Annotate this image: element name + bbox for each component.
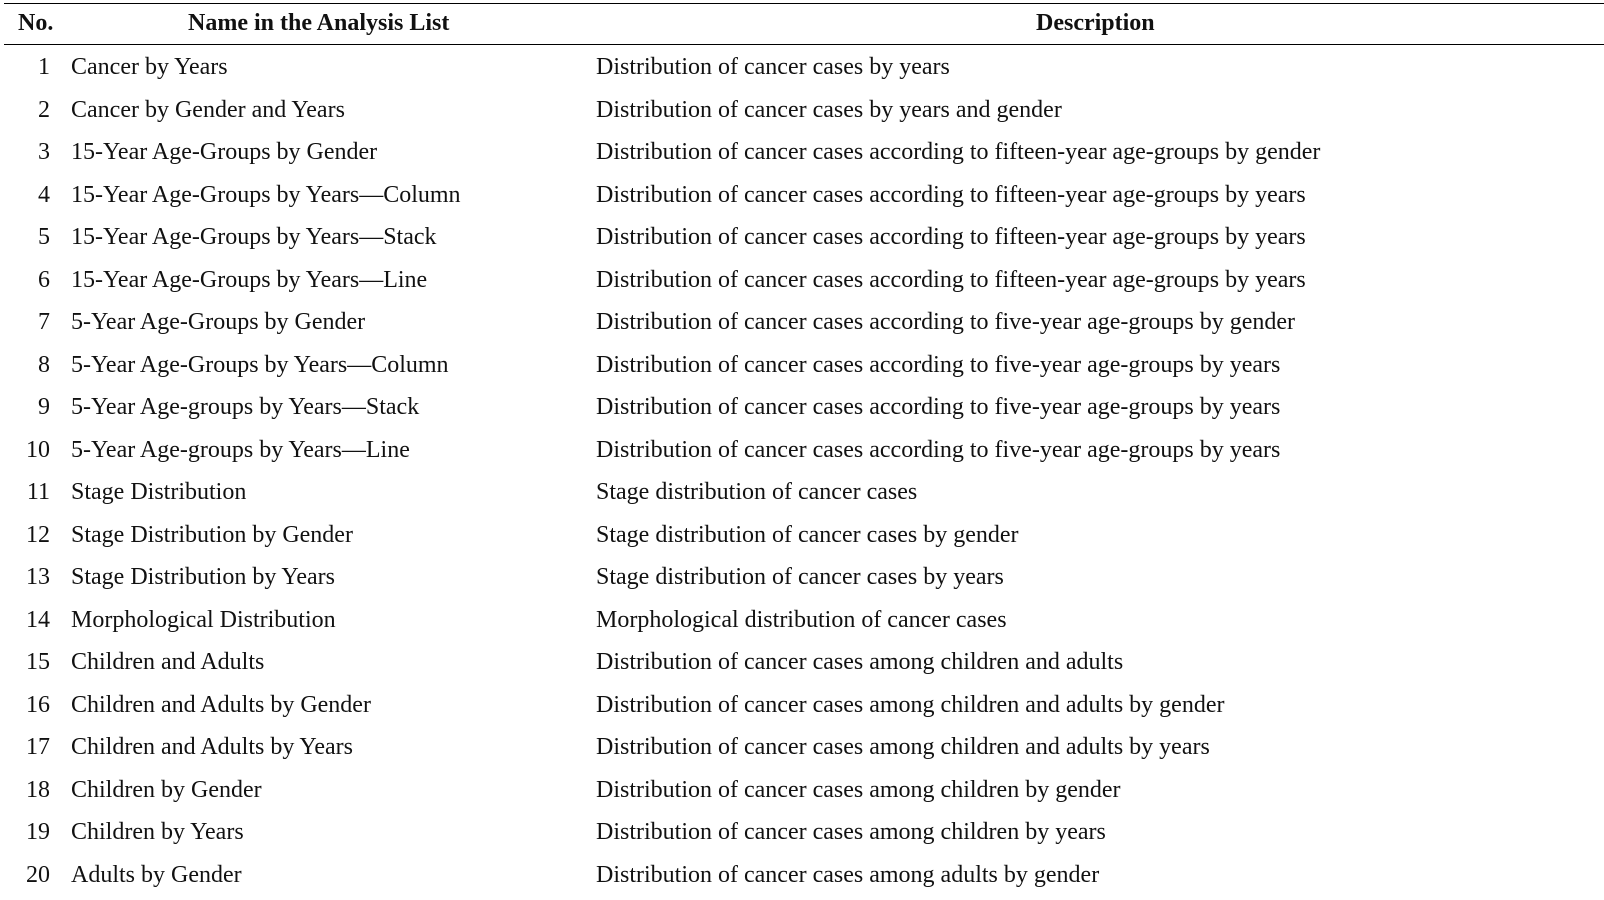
row-analysis-name: 5-Year Age-groups by Years—Stack [71, 394, 419, 421]
row-number: 8 [0, 352, 50, 379]
row-analysis-name: Children by Years [71, 819, 244, 846]
row-analysis-name: 15-Year Age-Groups by Years—Column [71, 182, 461, 209]
row-number: 2 [0, 97, 50, 124]
table-row [0, 50, 1604, 93]
row-description: Stage distribution of cancer cases by years [596, 564, 1004, 591]
row-number: 7 [0, 309, 50, 336]
table-row [0, 433, 1604, 476]
row-analysis-name: Stage Distribution by Years [71, 564, 335, 591]
row-analysis-name: 5-Year Age-Groups by Years—Column [71, 352, 449, 379]
row-number: 5 [0, 224, 50, 251]
row-number: 1 [0, 54, 50, 81]
row-description: Distribution of cancer cases according to fifteen-year age-groups by years [596, 224, 1306, 251]
row-description: Distribution of cancer cases according to fifteen-year age-groups by years [596, 267, 1306, 294]
row-description: Distribution of cancer cases according to five-year age-groups by years [596, 394, 1280, 421]
row-number: 16 [0, 692, 50, 719]
header-description: Description [1036, 10, 1155, 37]
table-row [0, 348, 1604, 391]
row-analysis-name: 5-Year Age-groups by Years—Line [71, 437, 410, 464]
row-analysis-name: Children by Gender [71, 777, 262, 804]
row-description: Distribution of cancer cases according to five-year age-groups by gender [596, 309, 1295, 336]
row-description: Distribution of cancer cases among children by years [596, 819, 1106, 846]
table-row [0, 135, 1604, 178]
row-analysis-name: 15-Year Age-Groups by Gender [71, 139, 377, 166]
row-description: Distribution of cancer cases among children and adults [596, 649, 1123, 676]
table-header [0, 8, 1604, 42]
table-row [0, 815, 1604, 858]
row-number: 18 [0, 777, 50, 804]
row-description: Distribution of cancer cases among children and adults by years [596, 734, 1210, 761]
table-row [0, 305, 1604, 348]
row-number: 3 [0, 139, 50, 166]
row-number: 17 [0, 734, 50, 761]
row-analysis-name: Morphological Distribution [71, 607, 336, 634]
table-row [0, 93, 1604, 136]
row-analysis-name: 15-Year Age-Groups by Years—Line [71, 267, 427, 294]
row-analysis-name: Cancer by Years [71, 54, 228, 81]
row-analysis-name: Children and Adults [71, 649, 264, 676]
row-analysis-name: Stage Distribution by Gender [71, 522, 353, 549]
row-number: 13 [0, 564, 50, 591]
row-analysis-name: Adults by Gender [71, 862, 242, 889]
row-number: 4 [0, 182, 50, 209]
header-rule [4, 44, 1604, 45]
row-description: Distribution of cancer cases according to fifteen-year age-groups by gender [596, 139, 1320, 166]
table-row [0, 560, 1604, 603]
table-row [0, 390, 1604, 433]
header-name: Name in the Analysis List [188, 10, 449, 37]
row-analysis-name: 15-Year Age-Groups by Years—Stack [71, 224, 437, 251]
row-number: 14 [0, 607, 50, 634]
row-description: Distribution of cancer cases according to five-year age-groups by years [596, 352, 1280, 379]
row-analysis-name: Cancer by Gender and Years [71, 97, 345, 124]
row-description: Distribution of cancer cases according to five-year age-groups by years [596, 437, 1280, 464]
table-row [0, 645, 1604, 688]
row-number: 11 [0, 479, 50, 506]
table-row [0, 773, 1604, 816]
row-description: Stage distribution of cancer cases [596, 479, 917, 506]
row-number: 20 [0, 862, 50, 889]
row-description: Distribution of cancer cases according to fifteen-year age-groups by years [596, 182, 1306, 209]
table-row [0, 858, 1604, 900]
table-row [0, 730, 1604, 773]
row-analysis-name: Children and Adults by Gender [71, 692, 371, 719]
row-number: 12 [0, 522, 50, 549]
table-row [0, 263, 1604, 306]
row-analysis-name: Children and Adults by Years [71, 734, 353, 761]
row-description: Morphological distribution of cancer cases [596, 607, 1007, 634]
table-row [0, 475, 1604, 518]
row-analysis-name: 5-Year Age-Groups by Gender [71, 309, 365, 336]
table-body [0, 50, 1604, 900]
table-row [0, 603, 1604, 646]
row-description: Distribution of cancer cases by years and gender [596, 97, 1062, 124]
row-number: 9 [0, 394, 50, 421]
row-analysis-name: Stage Distribution [71, 479, 246, 506]
table-row [0, 220, 1604, 263]
table-row [0, 518, 1604, 561]
row-description: Distribution of cancer cases among children and adults by gender [596, 692, 1224, 719]
row-description: Distribution of cancer cases among children by gender [596, 777, 1120, 804]
row-description: Distribution of cancer cases among adults by gender [596, 862, 1099, 889]
row-number: 15 [0, 649, 50, 676]
table-row [0, 178, 1604, 221]
row-number: 6 [0, 267, 50, 294]
row-number: 19 [0, 819, 50, 846]
row-number: 10 [0, 437, 50, 464]
table-row [0, 688, 1604, 731]
header-no: No. [18, 10, 53, 37]
row-description: Distribution of cancer cases by years [596, 54, 950, 81]
row-description: Stage distribution of cancer cases by gender [596, 522, 1019, 549]
top-rule [4, 3, 1604, 4]
